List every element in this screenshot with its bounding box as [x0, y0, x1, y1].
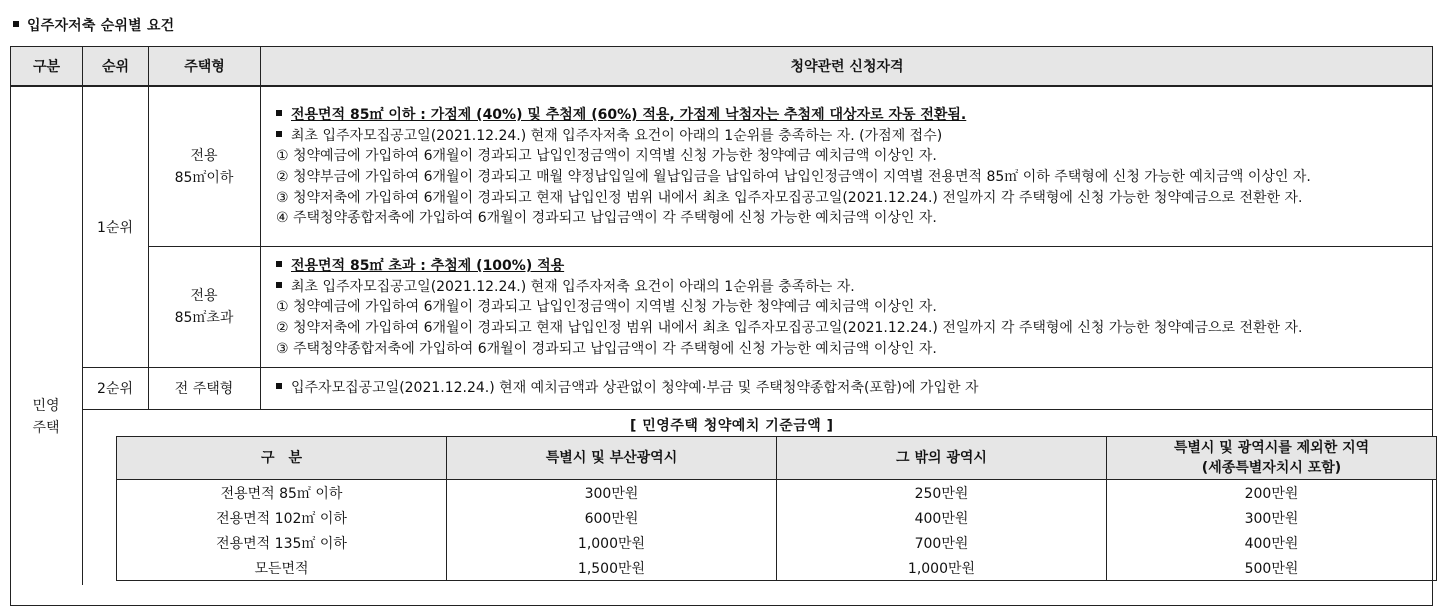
table-cell: 1,500만원 — [447, 555, 777, 581]
deposit-header-cell: 구 분 — [117, 437, 447, 480]
deposit-header-cell: 특별시 및 부산광역시 — [447, 437, 777, 480]
deposit-header-line: (세종특별자치시 포함) — [1201, 460, 1342, 476]
table-row — [117, 530, 1437, 555]
list-item: ① 청약예금에 가입하여 6개월이 경과되고 납입인정금액이 지역별 신청 가능한 청약예금 예치금액 이상인 자. — [276, 299, 937, 316]
header-qualification: 청약관련 신청자격 — [790, 59, 904, 75]
table-cell: 400만원 — [777, 505, 1107, 530]
deposit-table-title: [ 민영주택 청약예치 기준금액 ] — [630, 418, 834, 434]
type-a-intro: 최초 입주자모집공고일(2021.12.24.) 현재 입주자저축 요건이 아래의 1순위를 충족하는 자. (가점제 접수) — [291, 127, 943, 144]
rank2-cell: 2순위 — [97, 380, 133, 397]
type-a-cell — [148, 145, 260, 189]
rank2-qualification — [272, 378, 978, 399]
category-cell — [10, 395, 82, 439]
table-cell: 400만원 — [1107, 530, 1437, 555]
page-heading — [13, 15, 174, 35]
divider — [260, 46, 261, 410]
table-cell: 700만원 — [777, 530, 1107, 555]
deposit-header-cell — [1107, 437, 1437, 480]
square-bullet-icon — [276, 383, 282, 389]
deposit-table-header — [117, 437, 1437, 480]
header-category: 구분 — [32, 59, 61, 75]
square-bullet-icon — [276, 282, 282, 288]
type-a-lead: 전용면적 85㎡ 이하 : 가점제 (40%) 및 추첨제 (60%) 적용, 가점제 낙첨자는 추첨제 대상자로 자동 전환됨. — [291, 107, 967, 123]
type-b-qualification — [272, 256, 1303, 359]
square-bullet-icon — [276, 110, 282, 116]
category-line: 주택 — [32, 420, 60, 436]
list-item: ③ 주택청약종합저축에 가입하여 6개월이 경과되고 납입금액이 각 주택형에 신청 가능한 예치금액 이상인 자. — [276, 340, 937, 357]
list-item: ② 청약부금에 가입하여 6개월이 경과되고 매월 약정납입일에 월납입금을 납입하여 납입인정금액이 지역별 전용면적 85㎡ 이하 주택형에 신청 가능한 예치금액 이상인 자. — [276, 169, 1311, 186]
table-cell: 300만원 — [447, 480, 777, 506]
table-row — [117, 480, 1437, 506]
table-cell: 모든면적 — [117, 555, 447, 581]
type-b-intro: 최초 입주자모집공고일(2021.12.24.) 현재 입주자저축 요건이 아래의 1순위를 충족하는 자. — [291, 278, 855, 295]
type-a-qualification — [272, 105, 1311, 229]
type-label-line: 전용 — [190, 288, 218, 304]
deposit-header-line: 특별시 및 광역시를 제외한 지역 — [1173, 440, 1370, 456]
table-cell: 전용면적 85㎡ 이하 — [117, 480, 447, 506]
table-row — [117, 505, 1437, 530]
list-item: ④ 주택청약종합저축에 가입하여 6개월이 경과되고 납입금액이 각 주택형에 신청 가능한 예치금액 이상인 자. — [276, 210, 937, 227]
divider — [148, 46, 149, 410]
list-item: ① 청약예금에 가입하여 6개월이 경과되고 납입인정금액이 지역별 신청 가능한 청약예금 예치금액 이상인 자. — [276, 148, 937, 165]
header-rank: 순위 — [101, 59, 130, 75]
rank1-cell: 1순위 — [97, 219, 133, 236]
type-b-cell — [148, 285, 260, 329]
divider — [82, 367, 1433, 368]
table-cell: 600만원 — [447, 505, 777, 530]
square-bullet-icon — [13, 21, 19, 27]
square-bullet-icon — [276, 261, 282, 267]
table-cell: 1,000만원 — [447, 530, 777, 555]
type-b-lead: 전용면적 85㎡ 초과 : 추첨제 (100%) 적용 — [291, 258, 565, 274]
table-row — [117, 555, 1437, 581]
type-label-line: 전용 — [190, 148, 218, 164]
header-housing-type: 주택형 — [184, 59, 225, 75]
rank2-type-cell: 전 주택형 — [174, 380, 234, 397]
list-item: ② 청약저축에 가입하여 6개월이 경과되고 현재 납입인정 범위 내에서 최초 입주자모집공고일(2021.12.24.) 전일까지 각 주택형에 신청 가능한 청약예금으로 전환한 자. — [276, 320, 1303, 337]
divider — [82, 409, 1433, 410]
type-label-line: 85㎡초과 — [174, 310, 234, 326]
rank2-text: 입주자모집공고일(2021.12.24.) 현재 예치금액과 상관없이 청약예·부금 및 주택청약종합저축(포함)에 가입한 자 — [291, 380, 979, 396]
table-cell: 전용면적 135㎡ 이하 — [117, 530, 447, 555]
page-heading-text: 입주자저축 순위별 요건 — [27, 18, 175, 34]
table-cell: 250만원 — [777, 480, 1107, 506]
table-cell: 전용면적 102㎡ 이하 — [117, 505, 447, 530]
square-bullet-icon — [276, 131, 282, 137]
table-cell: 200만원 — [1107, 480, 1437, 506]
list-item: ③ 청약저축에 가입하여 6개월이 경과되고 현재 납입인정 범위 내에서 최초 입주자모집공고일(2021.12.24.) 전일까지 각 주택형에 신청 가능한 청약예금으로 전환한 자. — [276, 189, 1303, 206]
divider — [148, 246, 1433, 247]
table-cell: 300만원 — [1107, 505, 1437, 530]
category-line: 민영 — [32, 398, 60, 414]
type-label-line: 85㎡이하 — [174, 170, 234, 186]
table-cell: 1,000만원 — [777, 555, 1107, 581]
deposit-header-cell: 그 밖의 광역시 — [777, 437, 1107, 480]
table-cell: 500만원 — [1107, 555, 1437, 581]
table-header-row — [10, 46, 1433, 87]
deposit-table — [116, 436, 1437, 581]
